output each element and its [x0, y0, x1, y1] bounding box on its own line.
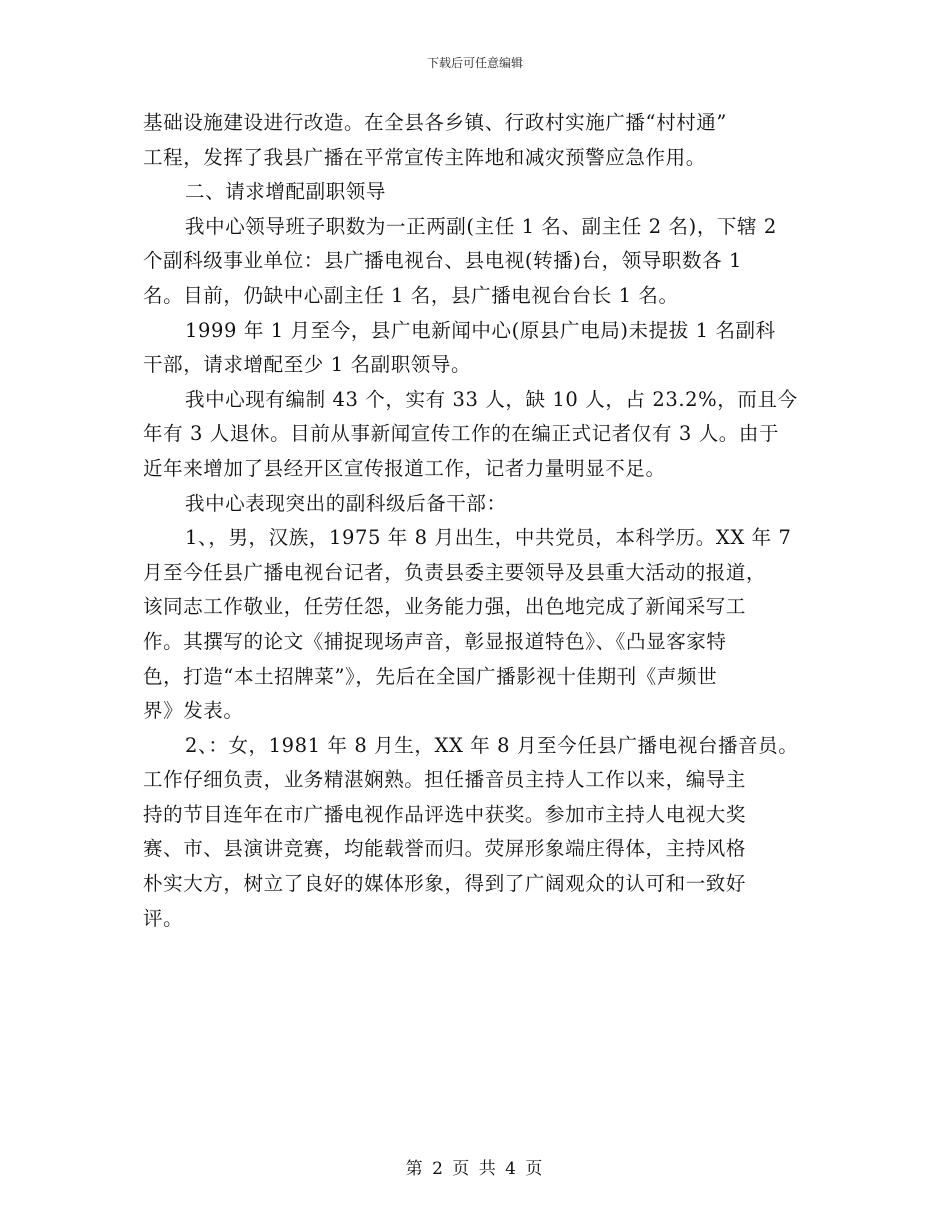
- text-line: 1999 年 1 月至今，县广电新闻中心(原县广电局)未提拔 1 名副科: [185, 318, 776, 342]
- section-heading: 二、请求增配副职领导: [185, 180, 387, 204]
- text-line: 基础设施建设进行改造。在全县各乡镇、行政村实施广播“村村通”: [143, 111, 727, 134]
- text-line: 界》发表。: [143, 699, 244, 723]
- text-line: 名。目前，仍缺中心副主任 1 名，县广播电视台台长 1 名。: [143, 283, 679, 307]
- text-line: 我中心现有编制 43 个，实有 33 人，缺 10 人，占 23.2%，而且今: [185, 387, 798, 411]
- text-line: 工作仔细负责，业务精湛娴熟。担任播音员主持人工作以来，编导主: [143, 768, 747, 792]
- text-line: 该同志工作敬业，任劳任怨，业务能力强，出色地完成了新闻采写工: [143, 595, 747, 619]
- text-line: 我中心表现突出的副科级后备干部：: [185, 491, 507, 515]
- text-line: 持的节目连年在市广播电视作品评选中获奖。参加市主持人电视大奖: [143, 802, 747, 826]
- text-line: 1、，男，汉族，1975 年 8 月出生，中共党员，本科学历。XX 年 7: [185, 526, 792, 550]
- text-line: 月至今任县广播电视台记者，负责县委主要领导及县重大活动的报道，: [143, 560, 767, 584]
- text-line: 评。: [143, 906, 184, 930]
- text-line: 年有 3 人退休。目前从事新闻宣传工作的在编正式记者仅有 3 人。由于: [143, 422, 780, 446]
- page-header-note: 下载后可任意编辑: [426, 56, 523, 70]
- text-line: 我中心领导班子职数为一正两副(主任 1 名、副主任 2 名)，下辖 2: [185, 214, 777, 238]
- text-line: 近年来增加了县经开区宣传报道工作，记者力量明显不足。: [143, 456, 666, 480]
- text-line: 朴实大方，树立了良好的媒体形象，得到了广阔观众的认可和一致好: [143, 872, 747, 896]
- text-line: 赛、市、县演讲竞赛，均能载誉而归。荧屏形象端庄得体，主持风格: [143, 837, 747, 861]
- text-line: 个副科级事业单位：县广播电视台、县电视(转播)台，领导职数各 1: [143, 249, 743, 273]
- text-line: 作。其撰写的论文《捕捉现场声音，彰显报道特色》、《凸显客家特: [143, 629, 727, 653]
- text-line: 工程，发挥了我县广播在平常宣传主阵地和减灾预警应急作用。: [143, 145, 706, 169]
- page-number-footer: 第 2 页 共 4 页: [405, 1159, 545, 1179]
- text-line: 色，打造“本土招牌菜”》，先后在全国广播影视十佳期刊《声频世: [143, 664, 718, 688]
- text-line: 2、：女，1981 年 8 月生，XX 年 8 月至今任县广播电视台播音员。: [185, 733, 799, 757]
- text-line: 干部，请求增配至少 1 名副职领导。: [143, 353, 472, 377]
- document-body: [143, 106, 809, 936]
